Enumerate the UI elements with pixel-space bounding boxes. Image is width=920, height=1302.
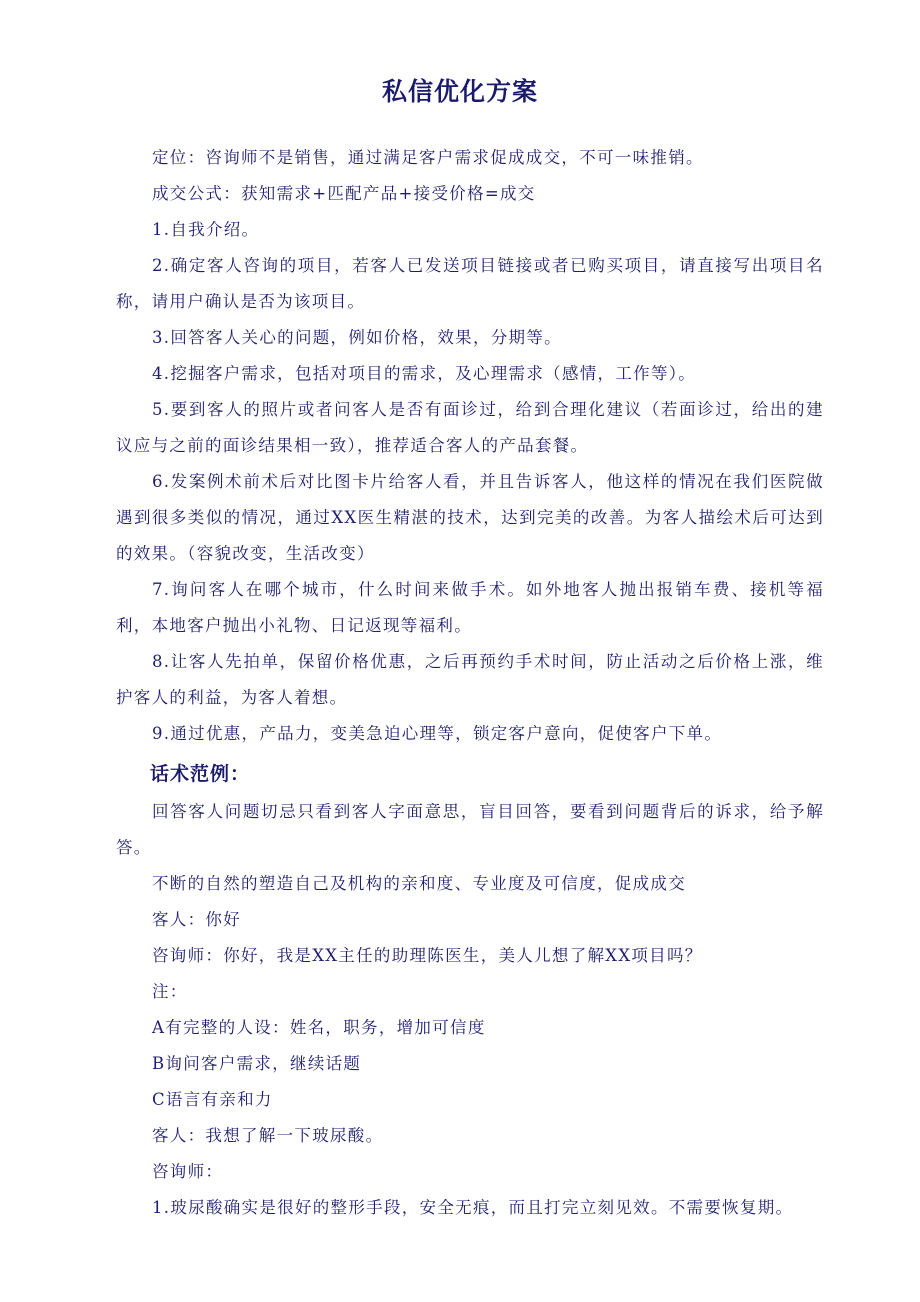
section-heading-script-examples: 话术范例： (150, 763, 251, 785)
dialogue-customer-line: 客人：你好 (152, 910, 241, 929)
step-5: 5.要到客人的照片或者问客人是否有面诊过，给到合理化建议（若面诊过，给出的建议应与之前的面诊结果相一致），推荐适合客人的产品套餐。 (116, 400, 824, 455)
step-6: 6.发案例术前术后对比图卡片给客人看，并且告诉客人，他这样的情况在我们医院做遇到很多类似的情况，通过XX医生精湛的技术，达到完美的改善。为客人描绘术后可达到的效果。（容貌改变，生活改变） (116, 472, 824, 563)
note-item-c: C语言有亲和力 (152, 1090, 273, 1109)
paragraph-credibility-tip: 不断的自然的塑造自己及机构的亲和度、专业度及可信度，促成成交 (152, 874, 686, 893)
document-title: 私信优化方案 (381, 77, 538, 106)
step-7: 7.询问客人在哪个城市，什么时间来做手术。如外地客人抛出报销车费、接机等福利，本地客户抛出小礼物、日记返现等福利。 (116, 580, 824, 635)
document-body (116, 140, 824, 1226)
note-item-a: A有完整的人设：姓名，职务，增加可信度 (152, 1018, 486, 1037)
step-9: 9.通过优惠，产品力，变美急迫心理等，锁定客户意向，促使客户下单。 (152, 724, 723, 743)
consultant-answer-1: 1.玻尿酸确实是很好的整形手段，安全无痕，而且打完立刻见效。不需要恢复期。 (152, 1198, 794, 1217)
note-item-b: B询问客户需求，继续话题 (152, 1054, 362, 1073)
step-4: 4.挖掘客户需求，包括对项目的需求，及心理需求（感情，工作等）。 (152, 364, 697, 383)
step-1: 1.自我介绍。 (152, 220, 260, 239)
step-3: 3.回答客人关心的问题，例如价格，效果，分期等。 (152, 328, 562, 347)
paragraph-positioning: 定位：咨询师不是销售，通过满足客户需求促成成交，不可一味推销。 (152, 148, 704, 167)
dialogue-consultant-label: 咨询师： (152, 1162, 224, 1181)
note-label: 注： (152, 982, 188, 1001)
step-8: 8.让客人先拍单，保留价格优惠，之后再预约手术时间，防止活动之后价格上涨，维护客人的利益，为客人着想。 (116, 652, 824, 707)
dialogue-customer-line: 客人：我想了解一下玻尿酸。 (152, 1126, 384, 1145)
paragraph-deal-formula: 成交公式：获知需求+匹配产品+接受价格=成交 (152, 184, 536, 203)
paragraph-answering-tip: 回答客人问题切忌只看到客人字面意思，盲目回答，要看到问题背后的诉求，给予解答。 (116, 802, 824, 857)
dialogue-consultant-line: 咨询师：你好，我是XX主任的助理陈医生，美人儿想了解XX项目吗？ (152, 946, 703, 965)
step-2: 2.确定客人咨询的项目，若客人已发送项目链接或者已购买项目，请直接写出项目名称，请用户确认是否为该项目。 (116, 256, 824, 311)
